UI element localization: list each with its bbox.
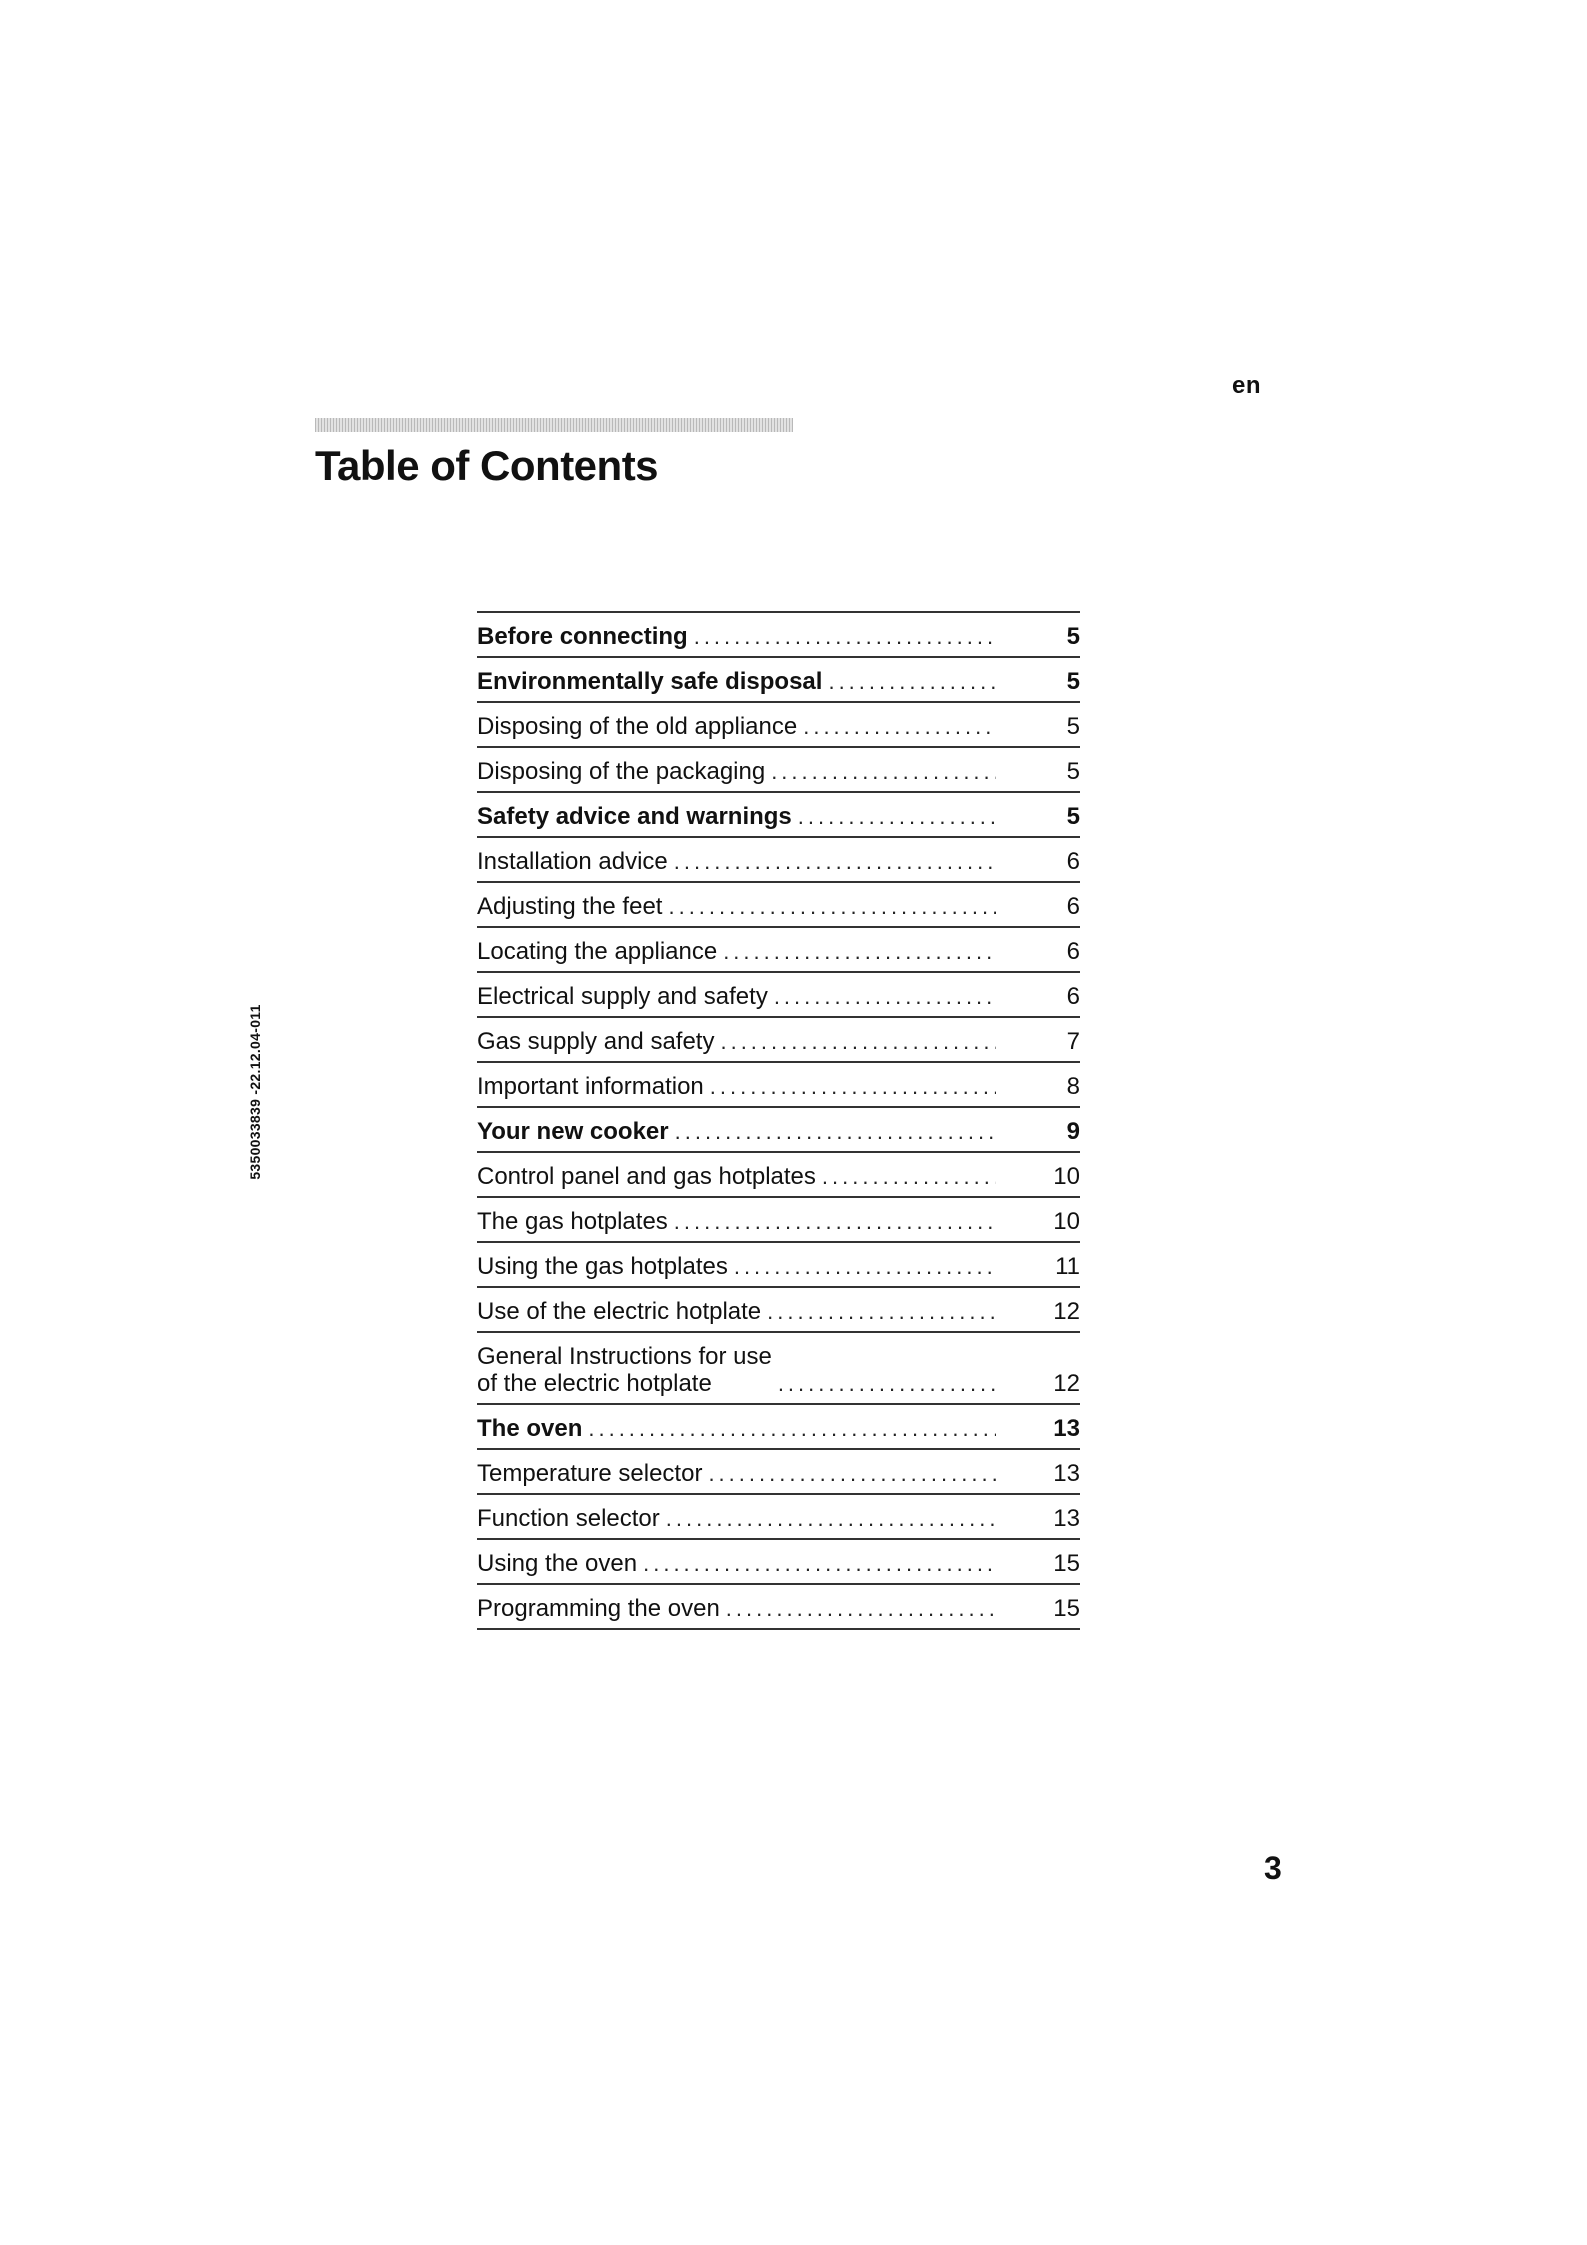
toc-page-number: 13 xyxy=(1053,1505,1080,1532)
toc-label: The oven xyxy=(477,1415,583,1442)
toc-entry[interactable] xyxy=(477,1198,1080,1243)
toc-entry[interactable] xyxy=(477,1405,1080,1450)
table-of-contents xyxy=(477,611,1080,1630)
toc-label: Programming the oven xyxy=(477,1595,720,1622)
toc-entry[interactable] xyxy=(477,1063,1080,1108)
toc-label-line: of the electric hotplate xyxy=(477,1370,712,1397)
dot-leader xyxy=(694,623,996,650)
toc-entry[interactable] xyxy=(477,748,1080,793)
toc-label: Use of the electric hotplate xyxy=(477,1298,762,1325)
toc-label: Temperature selector xyxy=(477,1460,703,1487)
toc-label: Disposing of the packaging xyxy=(477,758,766,785)
toc-page-number: 6 xyxy=(1066,983,1080,1010)
document-code: 5350033839 -22.12.04-011 xyxy=(247,1004,263,1180)
toc-entry[interactable] xyxy=(477,1450,1080,1495)
toc-label: Before connecting xyxy=(477,623,688,650)
toc-label: Your new cooker xyxy=(477,1118,669,1145)
dot-leader xyxy=(708,1460,996,1487)
toc-entry[interactable] xyxy=(477,658,1080,703)
toc-entry[interactable] xyxy=(477,1495,1080,1540)
toc-page-number: 5 xyxy=(1066,713,1080,740)
language-code: en xyxy=(1232,372,1262,399)
toc-entry[interactable] xyxy=(477,703,1080,748)
dot-leader xyxy=(726,1595,996,1622)
toc-page-number: 5 xyxy=(1066,803,1080,830)
toc-label: The gas hotplates xyxy=(477,1208,668,1235)
dot-leader xyxy=(803,713,996,740)
toc-label xyxy=(477,1343,772,1397)
toc-page-number: 15 xyxy=(1053,1550,1080,1577)
toc-entry[interactable] xyxy=(477,613,1080,658)
toc-page-number: 5 xyxy=(1066,668,1080,695)
toc-page-number: 10 xyxy=(1053,1163,1080,1190)
toc-entry[interactable] xyxy=(477,973,1080,1018)
toc-label: Using the gas hotplates xyxy=(477,1253,728,1280)
dot-leader xyxy=(674,848,996,875)
toc-entry[interactable] xyxy=(477,838,1080,883)
toc-label: Function selector xyxy=(477,1505,660,1532)
toc-page-number: 7 xyxy=(1066,1028,1080,1055)
toc-label: Disposing of the old appliance xyxy=(477,713,798,740)
toc-entry[interactable] xyxy=(477,1585,1080,1630)
title-decoration-bar xyxy=(315,418,793,432)
toc-label: Important information xyxy=(477,1073,704,1100)
dot-leader xyxy=(778,1370,996,1397)
toc-page-number: 8 xyxy=(1066,1073,1080,1100)
toc-label: Adjusting the feet xyxy=(477,893,663,920)
dot-leader xyxy=(710,1073,996,1100)
dot-leader xyxy=(734,1253,996,1280)
toc-label: Gas supply and safety xyxy=(477,1028,715,1055)
toc-entry[interactable] xyxy=(477,1153,1080,1198)
dot-leader xyxy=(674,1208,996,1235)
toc-label: Electrical supply and safety xyxy=(477,983,768,1010)
toc-label: Using the oven xyxy=(477,1550,638,1577)
toc-page-number: 15 xyxy=(1053,1595,1080,1622)
dot-leader xyxy=(643,1550,996,1577)
dot-leader xyxy=(822,1163,996,1190)
dot-leader xyxy=(828,668,996,695)
toc-label: Locating the appliance xyxy=(477,938,718,965)
toc-label-line: General Instructions for use xyxy=(477,1343,772,1370)
dot-leader xyxy=(767,1298,996,1325)
toc-page-number: 12 xyxy=(1053,1370,1080,1397)
dot-leader xyxy=(720,1028,996,1055)
toc-entry[interactable] xyxy=(477,928,1080,973)
toc-label: Control panel and gas hotplates xyxy=(477,1163,816,1190)
toc-label: Installation advice xyxy=(477,848,668,875)
toc-page-number: 6 xyxy=(1066,938,1080,965)
toc-page-number: 5 xyxy=(1066,623,1080,650)
toc-entry[interactable] xyxy=(477,1288,1080,1333)
toc-page-number: 6 xyxy=(1066,893,1080,920)
toc-page-number: 12 xyxy=(1053,1298,1080,1325)
dot-leader xyxy=(588,1415,996,1442)
toc-page-number: 9 xyxy=(1066,1118,1080,1145)
toc-entry[interactable] xyxy=(477,1333,1080,1405)
dot-leader xyxy=(666,1505,996,1532)
toc-label: Environmentally safe disposal xyxy=(477,668,823,695)
toc-entry[interactable] xyxy=(477,1018,1080,1063)
toc-entry[interactable] xyxy=(477,883,1080,928)
page-title: Table of Contents xyxy=(315,442,659,489)
toc-entry[interactable] xyxy=(477,1243,1080,1288)
dot-leader xyxy=(668,893,996,920)
toc-page-number: 10 xyxy=(1053,1208,1080,1235)
dot-leader xyxy=(798,803,996,830)
toc-page-number: 11 xyxy=(1055,1253,1080,1280)
toc-page-number: 13 xyxy=(1053,1460,1080,1487)
dot-leader xyxy=(774,983,996,1010)
toc-entry[interactable] xyxy=(477,1540,1080,1585)
toc-page-number: 13 xyxy=(1053,1415,1080,1442)
toc-page-number: 6 xyxy=(1066,848,1080,875)
toc-label: Safety advice and warnings xyxy=(477,803,792,830)
dot-leader xyxy=(771,758,996,785)
dot-leader xyxy=(723,938,996,965)
toc-entry[interactable] xyxy=(477,1108,1080,1153)
toc-page-number: 5 xyxy=(1066,758,1080,785)
dot-leader xyxy=(675,1118,996,1145)
toc-entry[interactable] xyxy=(477,793,1080,838)
page-number: 3 xyxy=(1264,1850,1282,1886)
